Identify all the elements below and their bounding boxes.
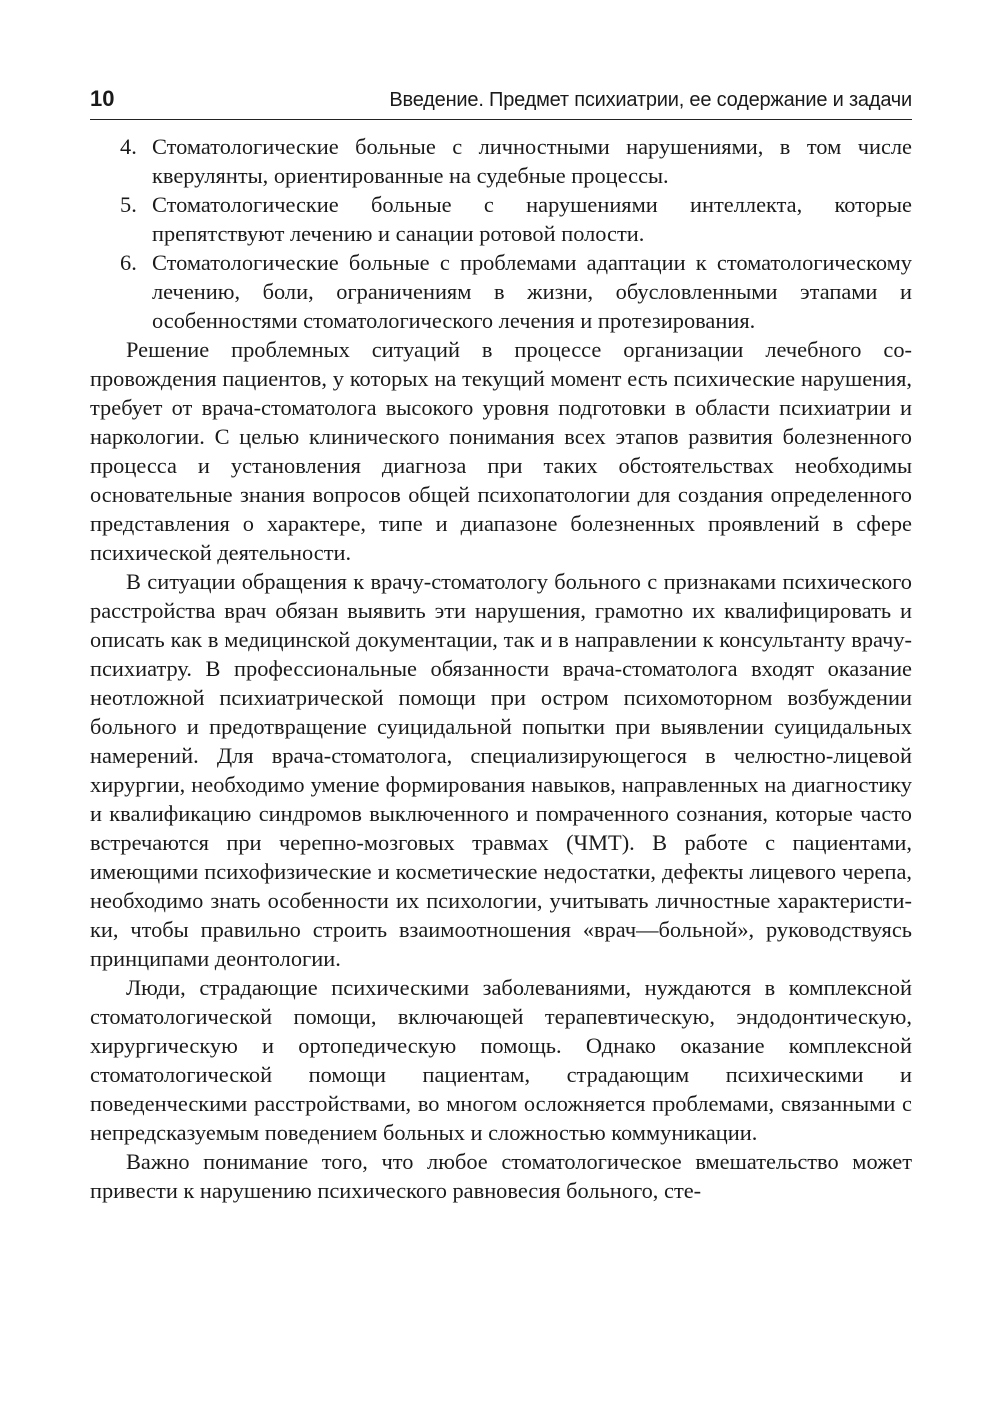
paragraph: Решение проблемных ситуаций в процессе организации лечебного сопровождения пациентов, у которых на текущий момент есть психические нарушения, требует от врача-стоматолога высокого уровня подготовки в области психиатрии и наркологии. С целью клинического понимания всех этапов развития болезненного процесса и установления диагноза при таких обстоятельствах необходимы основательные знания вопросов общей психопатологии для создания определенного представления о характере, типе и диапазоне болезненных проявлений в сфере психической деятельности. (90, 337, 912, 565)
list-item-text: Стоматологические больные с проблемами адаптации к стоматологическому лечению, боли, ограничениям в жизни, обусловленными этапами и особенностями стоматологического лечения и протезирования. (152, 250, 912, 333)
numbered-list (90, 132, 912, 335)
document-page (90, 84, 912, 1205)
list-item (90, 248, 912, 335)
paragraph: Важно понимание того, что любое стоматологическое вмешательство может привести к нарушению психического равновесия больного, сте- (90, 1149, 912, 1203)
list-item-text: Стоматологические больные с личностными нарушениями, в том числе кверулянты, ориентированные на судебные процессы. (152, 134, 912, 188)
list-item-number: 5. (120, 192, 137, 217)
list-item (90, 132, 912, 190)
paragraph: В ситуации обращения к врачу-стоматологу больного с признаками психического расстройства врач обязан выявить эти нарушения, грамотно их квалифицировать и описать как в медицинской документации, так и в направлении к консультанту врачу-психиатру. В профессиональные обязанности врача-стоматолога входят оказание неотложной психиатрической помощи при остром психомоторном возбуждении больного и предотвращение суицидальной попытки при выявлении суицидальных намерений. Для врача-стоматолога, специализирующегося в челюстно-лицевой хирургии, необходимо умение формирования навыков, направленных на диагностику и квалификацию синдромов выключенного и помраченного сознания, которые часто встречаются при черепно-мозговых травмах (ЧМТ). В работе с пациентами, имеющими психофизические и косметические недостатки, дефекты лицевого черепа, необходимо знать особенности их психологии, учитывать личностные характеристики, чтобы правильно строить взаимоотношения «врач—больной», руководствуясь принципами деонтологии. (90, 569, 912, 971)
list-item-number: 6. (120, 250, 137, 275)
page-header (90, 84, 912, 120)
list-item (90, 190, 912, 248)
paragraph: Люди, страдающие психическими заболеваниями, нуждаются в комплексной стоматологической помощи, включающей терапевтическую, эндодонтическую, хирургическую и ортопедическую помощь. Однако оказание комплексной стоматологической помощи пациентам, страдающим психическими и поведенческими расстройствами, во многом осложняется проблемами, связанными с непредсказуемым поведением больных и сложностью коммуникации. (90, 975, 912, 1145)
list-item-text: Стоматологические больные с нарушениями интеллекта, которые препятствуют лечению и санации ротовой полости. (152, 192, 912, 246)
list-item-number: 4. (120, 134, 137, 159)
page-number: 10 (90, 86, 115, 111)
running-title: Введение. Предмет психиатрии, ее содержание и задачи (389, 89, 912, 111)
page-body (90, 132, 912, 1205)
